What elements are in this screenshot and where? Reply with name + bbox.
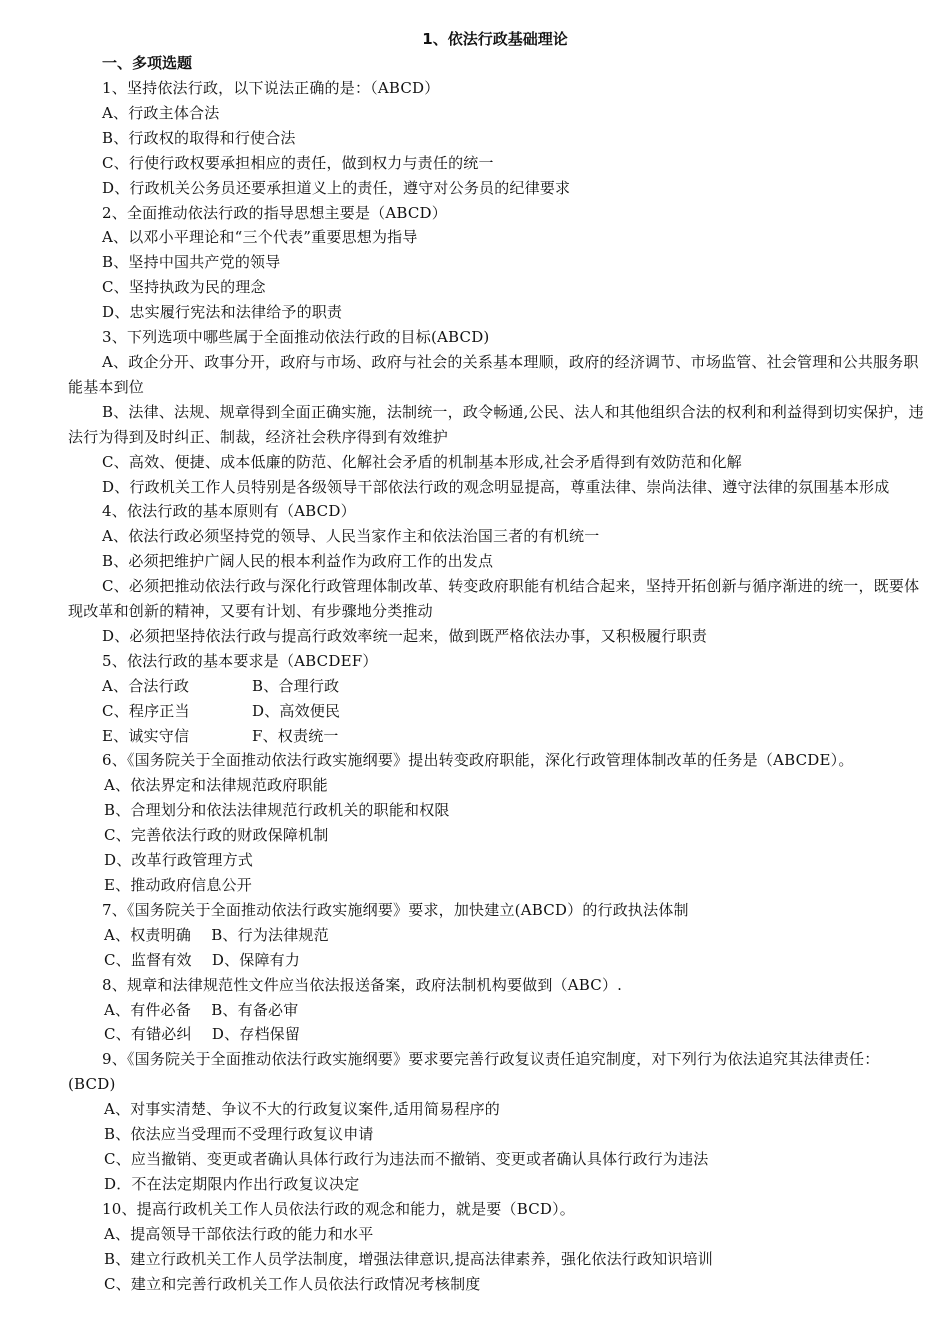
option-line: D、必须把坚持依法行政与提高行政效率统一起来，做到既严格依法办事，又积极履行职责	[102, 626, 708, 645]
option-line: D、改革行政管理方式	[104, 851, 254, 870]
option-line: B、建立行政机关工作人员学法制度，增强法律意识,提高法律素养，强化依法行政知识培训	[104, 1249, 713, 1268]
option-left: E、诚实守信	[102, 726, 190, 745]
question-line: 8、规章和法律规范性文件应当依法报送备案，政府法制机构要做到（ABC）.	[102, 975, 623, 994]
option-line: D、行政机关工作人员特别是各级领导干部依法行政的观念明显提高，尊重法律、崇尚法律、遵守法律的氛围基本形成	[102, 477, 890, 496]
section-heading: 一、多项选题	[102, 54, 193, 72]
document-body	[68, 76, 926, 1296]
question-line: 1、坚持依法行政，以下说法正确的是：（ABCD）	[102, 79, 440, 97]
question-line: 5、依法行政的基本要求是（ABCDEF）	[102, 651, 378, 670]
option-line: A、依法行政必须坚持党的领导、人民当家作主和依法治国三者的有机统一	[102, 527, 600, 546]
option-left: C、程序正当	[102, 701, 190, 720]
option-line: C、应当撤销、变更或者确认具体行政行为违法而不撤销、变更或者确认具体行政行为违法	[104, 1149, 709, 1168]
option-line: A、对事实清楚、争议不大的行政复议案件,适用简易程序的	[104, 1100, 501, 1119]
question-line: 9、《国务院关于全面推动依法行政实施纲要》要求要完善行政复议责任追究制度，对下列行为依法追究其法律责任：(BCD)	[68, 1050, 880, 1094]
option-line: C、必须把推动依法行政与深化行政管理体制改革、转变政府职能有机结合起来，坚持开拓创新与循序渐进的统一，既要体现改革和创新的精神，又要有计划、有步骤地分类推动	[68, 577, 920, 621]
document-title: 1、依法行政基础理论	[422, 30, 568, 48]
option-line: A、以邓小平理论和“三个代表”重要思想为指导	[102, 228, 418, 247]
option-line: B、合理划分和依法法律规范行政机关的职能和权限	[104, 801, 450, 820]
option-line: A、行政主体合法	[102, 103, 220, 122]
question-line: 3、下列选项中哪些属于全面推动依法行政的目标(ABCD)	[102, 328, 490, 347]
question-line: 4、依法行政的基本原则有（ABCD）	[102, 502, 356, 521]
option-line: E、推动政府信息公开	[104, 876, 252, 894]
option-line: C、坚持执政为民的理念	[102, 278, 266, 297]
option-line: D．不在法定期限内作出行政复议决定	[104, 1174, 360, 1193]
option-line: C、完善依法行政的财政保障机制	[104, 826, 329, 845]
option-line: A、有件必备 B、有备必审	[104, 1000, 299, 1019]
option-line: A、提高领导干部依法行政的能力和水平	[104, 1224, 374, 1243]
option-line: C、高效、便捷、成本低廉的防范、化解社会矛盾的机制基本形成,社会矛盾得到有效防范和化解	[102, 452, 742, 471]
option-line: A、政企分开、政事分开，政府与市场、政府与社会的关系基本理顺，政府的经济调节、市场监管、社会管理和公共服务职能基本到位	[68, 352, 919, 396]
option-line: C、行使行政权要承担相应的责任，做到权力与责任的统一	[102, 153, 494, 172]
option-line: C、监督有效 D、保障有力	[104, 950, 301, 969]
question-line: 7、《国务院关于全面推动依法行政实施纲要》要求，加快建立(ABCD）的行政执法体制	[102, 900, 689, 919]
option-line: C、有错必纠 D、存档保留	[104, 1025, 301, 1044]
question-line: 2、全面推动依法行政的指导思想主要是（ABCD）	[102, 203, 447, 222]
option-pair	[68, 724, 926, 749]
question-line: 10、提高行政机关工作人员依法行政的观念和能力，就是要（BCD）。	[102, 1199, 575, 1218]
option-line: A、依法界定和法律规范政府职能	[104, 776, 328, 795]
option-line: B、必须把维护广阔人民的根本利益作为政府工作的出发点	[102, 552, 494, 571]
option-line: B、依法应当受理而不受理行政复议申请	[104, 1125, 374, 1144]
option-pair	[68, 674, 926, 699]
option-right: F、权责统一	[252, 726, 339, 745]
option-right: D、高效便民	[252, 701, 341, 720]
option-line: C、建立和完善行政机关工作人员依法行政情况考核制度	[104, 1274, 481, 1293]
option-line: D、忠实履行宪法和法律给予的职责	[102, 303, 343, 322]
option-line: D、行政机关公务员还要承担道义上的责任，遵守对公务员的纪律要求	[102, 178, 571, 197]
option-line: A、权责明确 B、行为法律规范	[104, 925, 329, 944]
option-left: A、合法行政	[102, 676, 190, 695]
option-right: B、合理行政	[252, 676, 340, 695]
option-line: B、法律、法规、规章得到全面正确实施，法制统一，政令畅通,公民、法人和其他组织合法的权利和利益得到切实保护，违法行为得到及时纠正、制裁，经济社会秩序得到有效维护	[68, 402, 924, 446]
option-pair	[68, 699, 926, 724]
option-line: B、行政权的取得和行使合法	[102, 128, 296, 147]
question-line: 6、《国务院关于全面推动依法行政实施纲要》提出转变政府职能，深化行政管理体制改革的任务是（ABCDE）。	[102, 751, 854, 770]
option-line: B、坚持中国共产党的领导	[102, 253, 281, 272]
